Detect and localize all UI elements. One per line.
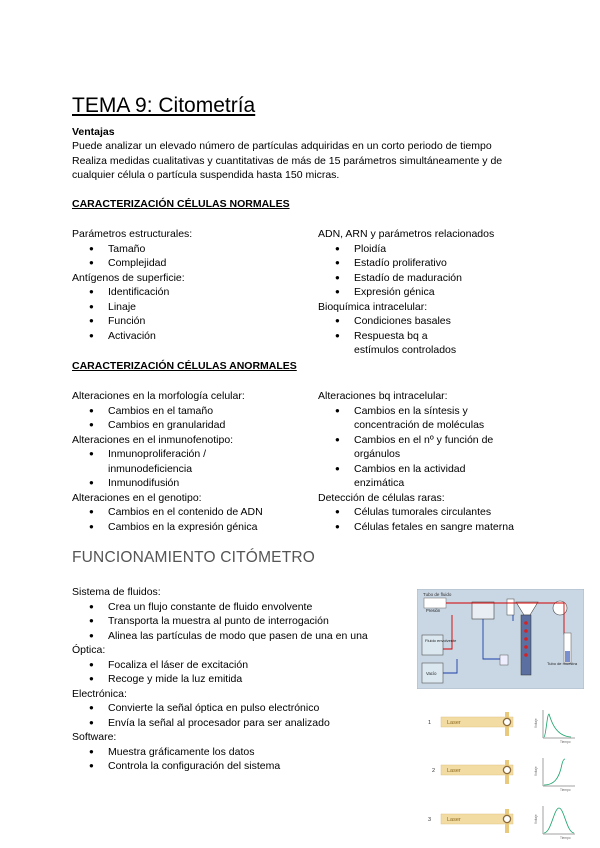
cell-dot xyxy=(524,653,528,657)
group-label: Alteraciones en la morfología celular: xyxy=(72,390,245,402)
panel-number: 1 xyxy=(428,720,432,726)
cell-dot xyxy=(524,629,528,633)
list-item: ● Inmunodifusión xyxy=(72,476,312,491)
cell-dot xyxy=(524,621,528,625)
ventajas-line-3: cualquier célula o partícula suspendida hasta 150 micras. xyxy=(72,169,340,181)
list-item: ● Ploidía xyxy=(318,242,533,257)
list-item: ● Cambios en granularidad xyxy=(72,418,312,433)
pulse-axes xyxy=(543,758,575,786)
list-item: ● Controla la configuración del sistema xyxy=(72,759,412,774)
pulse-axes xyxy=(543,710,575,738)
anormales-heading: CARACTERIZACIÓN CÉLULAS ANORMALES xyxy=(72,360,297,372)
normales-left-column xyxy=(72,227,312,343)
ventajas-line-1: Puede analizar un elevado número de partículas adquiridas en un corto periodo de tiempo xyxy=(72,140,492,152)
list-item: ● Cambios en la síntesis y concentración de moléculas xyxy=(318,404,494,433)
laser-label: Laser xyxy=(447,720,461,726)
group-label: Parámetros estructurales: xyxy=(72,228,193,240)
fluidic-system-diagram xyxy=(417,589,584,689)
list-item: ● Alinea las partículas de modo que pasen de una en una xyxy=(72,629,412,644)
list-item: ● Cambios en el nº y función de orgánulos xyxy=(318,433,494,462)
list-item: ● Condiciones basales xyxy=(318,314,533,329)
list-item: ● Complejidad xyxy=(72,256,312,271)
group-label: Antígenos de superficie: xyxy=(72,271,185,284)
group-label: Óptica: xyxy=(72,644,106,656)
group-label: Detección de células raras: xyxy=(318,491,445,504)
list-item: ● Crea un flujo constante de fluido envolvente xyxy=(72,600,412,615)
voltage-axis-label: Voltaje xyxy=(534,766,538,776)
laser-label: Laser xyxy=(447,817,461,823)
group-label: Bioquímica intracelular: xyxy=(318,300,428,313)
ventajas-heading: Ventajas xyxy=(72,126,115,138)
list-item: ● Células fetales en sangre materna xyxy=(318,520,533,535)
pressure-label: Presión xyxy=(426,608,441,613)
panel-number: 3 xyxy=(428,817,432,823)
voltage-axis-label: Voltaje xyxy=(534,814,538,824)
time-axis-label: Tiempo xyxy=(560,788,571,792)
laser-label: Laser xyxy=(447,768,461,774)
funcionamiento-list xyxy=(72,585,412,774)
voltage-axis-label: Voltaje xyxy=(534,718,538,728)
cell-dot xyxy=(524,637,528,641)
list-item: ● Convierte la señal óptica en pulso electrónico xyxy=(72,701,412,716)
diagram-box-top xyxy=(424,598,446,608)
ventajas-line-2: Realiza medidas cualitativas y cuantitativas de más de 15 parámetros simultáneamente y de xyxy=(72,155,503,167)
group-label: Alteraciones bq intracelular: xyxy=(318,390,448,402)
funcionamiento-heading: FUNCIONAMIENTO CITÓMETRO xyxy=(72,549,316,566)
list-item: ● Cambios en la actividad enzimática xyxy=(318,462,494,491)
cell-particle xyxy=(503,766,510,773)
list-item: ● Activación xyxy=(72,329,312,344)
list-item: ● Función xyxy=(72,314,312,329)
group-label: Alteraciones en el genotipo: xyxy=(72,491,202,504)
valve-box xyxy=(507,599,514,615)
normales-right-column xyxy=(318,227,533,358)
laser-pulse-figure xyxy=(425,706,585,842)
vacuum-label: Vacío xyxy=(426,671,437,676)
diagram-header-label: Tubo de fluido xyxy=(423,592,452,597)
pump-box xyxy=(472,602,494,619)
detector-box xyxy=(500,655,508,665)
list-item: ● Muestra gráficamente los datos xyxy=(72,745,412,760)
list-item: ● Estadío de maduración xyxy=(318,271,533,286)
list-item: ● Envía la señal al procesador para ser analizado xyxy=(72,716,412,731)
list-item: ● Expresión génica xyxy=(318,285,533,300)
cell-particle xyxy=(503,815,510,822)
list-item: ● Cambios en la expresión génica xyxy=(72,520,312,535)
group-label: Alteraciones en el inmunofenotipo: xyxy=(72,433,234,446)
list-item: ● Transporta la muestra al punto de interrogación xyxy=(72,614,412,629)
list-item: ● Respuesta bq a estímulos controlados xyxy=(318,329,474,358)
sheath-fluid-label: Fluido envolvente xyxy=(425,638,457,643)
pulse-curve xyxy=(544,808,574,833)
group-label: ADN, ARN y parámetros relacionados xyxy=(318,228,495,240)
sample-tube-label: Tubo de muestra xyxy=(547,661,578,666)
list-item: ● Recoge y mide la luz emitida xyxy=(72,672,412,687)
pulse-curve xyxy=(544,714,571,737)
pulse-curve xyxy=(544,759,565,785)
list-item: ● Cambios en el tamaño xyxy=(72,404,312,419)
anormales-right-column xyxy=(318,389,533,534)
group-label: Sistema de fluidos: xyxy=(72,586,161,598)
group-label: Electrónica: xyxy=(72,687,127,700)
panel-number: 2 xyxy=(432,768,436,774)
list-item: ● Estadío proliferativo xyxy=(318,256,533,271)
anormales-left-column xyxy=(72,389,312,534)
list-item: ● Identificación xyxy=(72,285,312,300)
list-item: ● Focaliza el láser de excitación xyxy=(72,658,412,673)
page-title: TEMA 9: Citometría xyxy=(72,94,256,117)
list-item: ● Cambios en el contenido de ADN xyxy=(72,505,312,520)
cell-particle xyxy=(503,718,510,725)
time-axis-label: Tiempo xyxy=(560,740,571,744)
time-axis-label: Tiempo xyxy=(560,836,571,840)
normales-heading: CARACTERIZACIÓN CÉLULAS NORMALES xyxy=(72,198,290,210)
list-item: ● Células tumorales circulantes xyxy=(318,505,533,520)
cell-dot xyxy=(524,645,528,649)
list-item: ● Inmunoproliferación / inmunodeficiencia xyxy=(72,447,248,476)
group-label: Software: xyxy=(72,731,117,743)
list-item: ● Tamaño xyxy=(72,242,312,257)
list-item: ● Linaje xyxy=(72,300,312,315)
